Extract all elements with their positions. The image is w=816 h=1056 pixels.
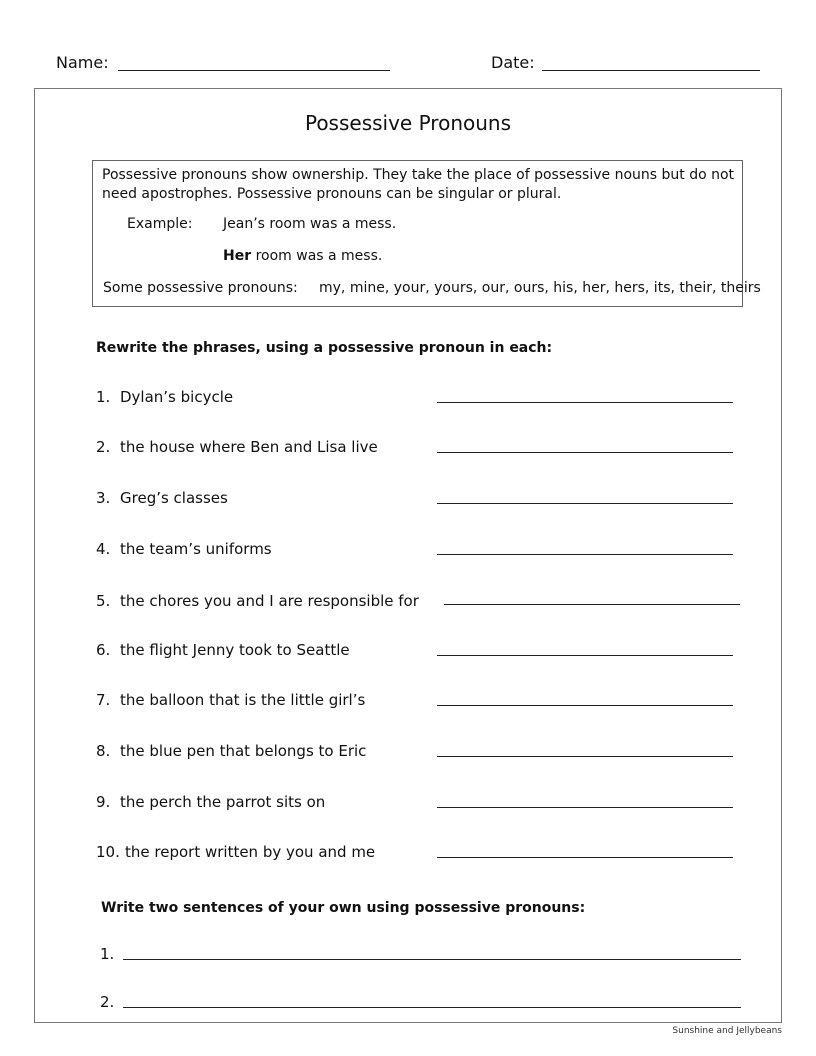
answer-line[interactable] — [437, 756, 733, 757]
list-item: 7. the balloon that is the little girl’s — [96, 691, 366, 709]
date-label: Date: — [491, 53, 535, 72]
example-rewrite-rest: room was a mess. — [251, 248, 383, 264]
section1-instruction: Rewrite the phrases, using a possessive pronoun in each: — [96, 340, 553, 356]
answer-line[interactable] — [437, 554, 733, 555]
sentence-number: 2. — [100, 993, 115, 1011]
answer-line[interactable] — [437, 503, 733, 504]
footer-credit: Sunshine and Jellybeans — [672, 1026, 782, 1036]
sentence-line[interactable] — [123, 959, 741, 960]
list-item: 5. the chores you and I are responsible for — [96, 592, 419, 610]
list-item: 10. the report written by you and me — [96, 843, 376, 861]
answer-line[interactable] — [437, 857, 733, 858]
name-line[interactable] — [118, 70, 390, 71]
info-intro: Possessive pronouns show ownership. They take the place of possessive nouns but do not need apostrophes. Possessive pronouns can be singular or plural. — [102, 167, 735, 202]
list-item: 3. Greg’s classes — [96, 489, 228, 507]
example-sentence: Jean’s room was a mess. — [223, 216, 397, 232]
example-rewrite — [223, 248, 382, 264]
answer-line[interactable] — [437, 655, 733, 656]
list-item: 1. Dylan’s bicycle — [96, 388, 234, 406]
sentence-line[interactable] — [123, 1007, 741, 1008]
name-label: Name: — [56, 53, 109, 72]
section2-instruction: Write two sentences of your own using possessive pronouns: — [101, 900, 586, 916]
answer-line[interactable] — [437, 452, 733, 453]
list-item: 6. the flight Jenny took to Seattle — [96, 641, 350, 659]
pronoun-list-values: my, mine, your, yours, our, ours, his, her, hers, its, their, theirs — [319, 280, 761, 296]
answer-line[interactable] — [437, 705, 733, 706]
sentence-number: 1. — [100, 945, 115, 963]
list-item: 9. the perch the parrot sits on — [96, 793, 326, 811]
answer-line[interactable] — [437, 807, 733, 808]
page-title: Possessive Pronouns — [304, 111, 512, 135]
list-item: 2. the house where Ben and Lisa live — [96, 438, 378, 456]
list-item: 4. the team’s uniforms — [96, 540, 272, 558]
date-line[interactable] — [542, 70, 760, 71]
pronoun-list-label: Some possessive pronouns: — [103, 280, 298, 296]
example-bold-word: Her — [223, 248, 252, 264]
list-item: 8. the blue pen that belongs to Eric — [96, 742, 367, 760]
example-label: Example: — [127, 216, 193, 232]
answer-line[interactable] — [437, 402, 733, 403]
answer-line[interactable] — [444, 604, 740, 605]
